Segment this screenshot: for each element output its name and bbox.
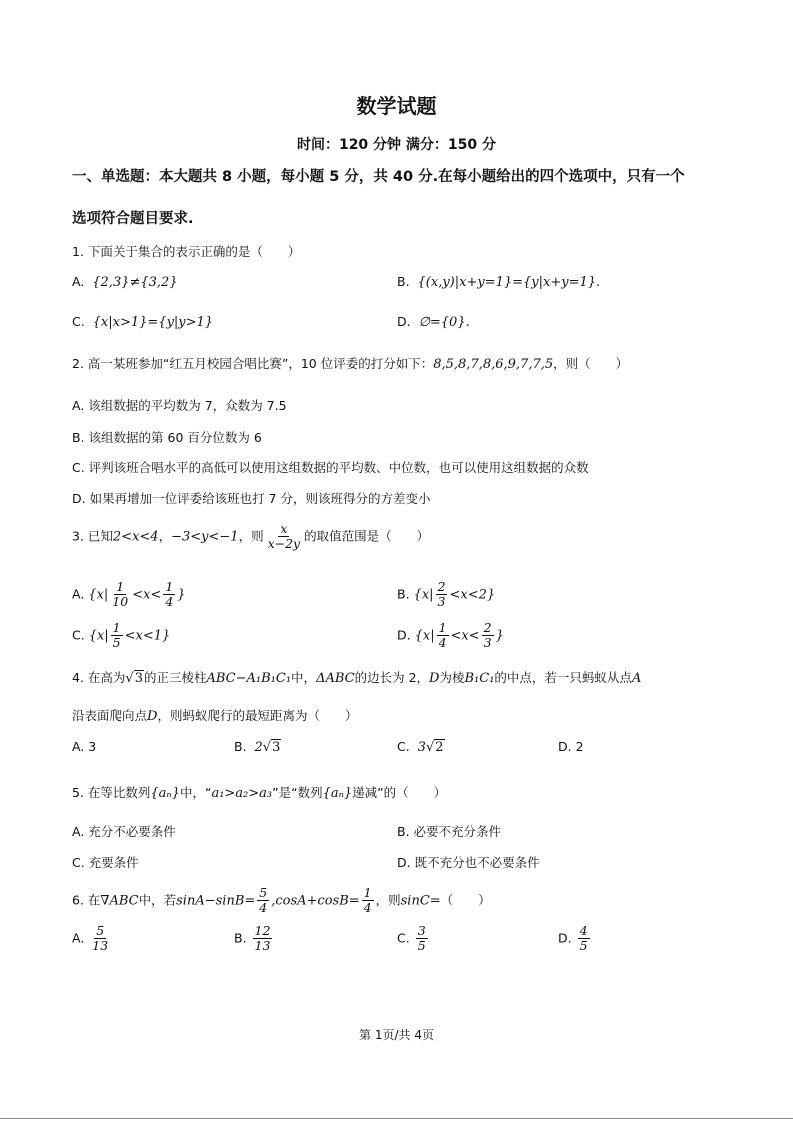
q5-option-b: B. 必要不充分条件: [397, 824, 502, 839]
q4-option-c: C. 3√2: [397, 739, 444, 755]
page-footer: 第 1页/共 4页: [359, 1028, 434, 1042]
q5-option-c: C. 充要条件: [72, 855, 139, 870]
q4-option-d: D. 2: [558, 739, 584, 754]
q6-stem: 6. 在∇ABC中，若sinA−sinB= $\frac{5}{4}$ ,cosA+cosB= $\frac{1}{4}$ ，则sinC=（ ）: [72, 885, 491, 916]
q5-option-d: D. 既不充分也不必要条件: [397, 855, 540, 870]
q2-option-b: B. 该组数据的第 60 百分位数为 6: [72, 430, 262, 445]
q1-option-c: C. {x|x>1}={y|y>1}: [72, 314, 214, 330]
q6-option-d: D. $\frac{4}{5}$: [558, 923, 588, 954]
q6-option-c: C. $\frac{3}{5}$: [397, 923, 426, 954]
section-heading-line1: 一、单选题：本大题共 8 小题，每小题 5 分，共 40 分.在每小题给出的四个选项中，只有一个: [72, 169, 685, 185]
q2-option-d: D. 如果再增加一位评委给该班也打 7 分，则该班得分的方差变小: [72, 491, 431, 506]
q2-stem: 2. 高一某班参加“红五月校园合唱比赛”，10 位评委的打分如下：8,5,8,7,8,6,9,7,7,5，则（ ）: [72, 356, 629, 372]
q1-option-b: B. {(x,y)|x+y=1}={y|x+y=1}.: [397, 274, 601, 290]
section-heading-line2: 选项符合题目要求.: [72, 211, 194, 227]
q5-stem: 5. 在等比数列{aₙ}中，“a₁>a₂>a₃”是“数列{aₙ}递减”的（ ）: [72, 785, 447, 801]
q4-option-a: A. 3: [72, 739, 97, 754]
q4-option-b: B. 2√3: [234, 739, 281, 755]
q6-option-b: B. $\frac{12}{13}$: [234, 923, 271, 954]
q3-option-c: C. {x| $\frac{1}{5}$ <x<1}: [72, 620, 171, 651]
q2-option-c: C. 评判该班合唱水平的高低可以使用这组数据的平均数、中位数，也可以使用这组数据的众数: [72, 460, 589, 475]
q3-option-d: D. {x| $\frac{1}{4}$ <x< $\frac{2}{3}$ }: [397, 620, 504, 651]
exam-info: 时间：120 分钟 满分：150 分: [296, 137, 497, 153]
q4-stem-line1: 4. 在高为√3的正三棱柱ABC−A₁B₁C₁中，ΔABC的边长为 2，D为棱B₁C₁的中点，若一只蚂蚁从点A: [72, 670, 642, 686]
q4-stem-line2: 沿表面爬向点D，则蚂蚁爬行的最短距离为（ ）: [72, 708, 358, 724]
q3-fraction: $\frac{x}{x-2y}$: [267, 521, 301, 552]
q3-option-b: B. {x| $\frac{2}{3}$ <x<2}: [397, 579, 496, 610]
q3-option-a: A. {x| $\frac{1}{10}$ <x< $\frac{1}{4}$ }: [72, 579, 186, 610]
q6-option-a: A. $\frac{5}{13}$: [72, 923, 109, 954]
q1-option-d: D. ∅={0}.: [397, 314, 470, 330]
q5-option-a: A. 充分不必要条件: [72, 824, 176, 839]
q1-option-a: A. {2,3}≠{3,2}: [72, 274, 178, 290]
q2-option-a: A. 该组数据的平均数为 7，众数为 7.5: [72, 398, 287, 413]
q3-stem: 3. 已知2<x<4，−3<y<−1，则 $\frac{x}{x-2y}$ 的取值范围是（ ）: [72, 521, 430, 552]
q1-stem: 1. 下面关于集合的表示正确的是（ ）: [72, 244, 301, 259]
page-title: 数学试题: [356, 94, 437, 118]
page-bottom-divider: [0, 1118, 793, 1119]
